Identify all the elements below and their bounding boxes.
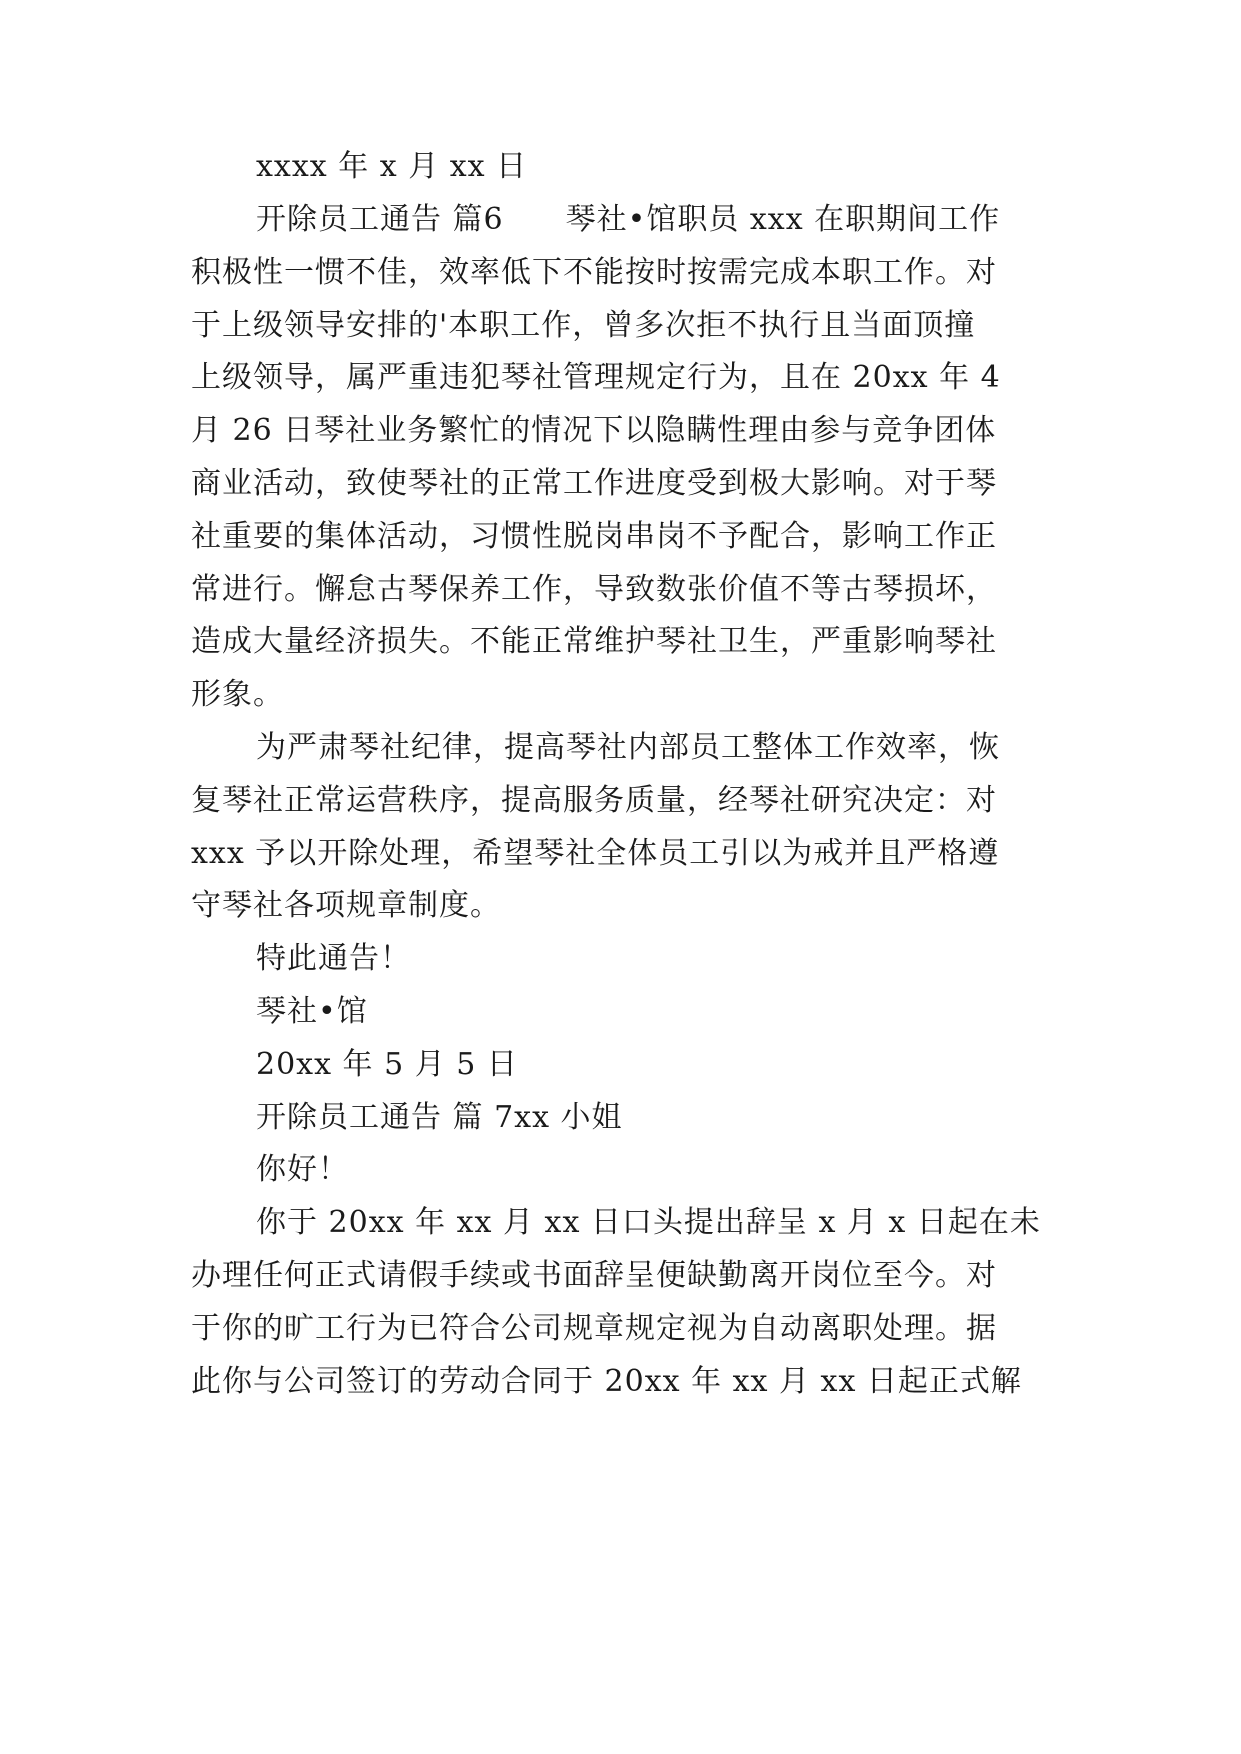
closing-line: 特此通告！ (256, 941, 411, 976)
body-line: 你于 20xx 年 xx 月 xx 日口头提出辞呈 x 月 x 日起在未 (256, 1205, 1041, 1240)
body-line: 此你与公司签订的劳动合同于 20xx 年 xx 月 xx 日起正式解 (191, 1364, 1022, 1399)
signature-line: 琴社•馆 (256, 994, 368, 1029)
body-line: 上级领导，属严重违犯琴社管理规定行为，且在 20xx 年 4 (191, 360, 1001, 395)
body-line: 常进行。懈怠古琴保养工作，导致数张价值不等古琴损坏， (191, 572, 997, 607)
section-7-heading-line: 开除员工通告 篇 7xx 小姐 (256, 1100, 623, 1135)
body-line: 复琴社正常运营秩序，提高服务质量，经琴社研究决定：对 (191, 783, 997, 818)
body-line: 造成大量经济损失。不能正常维护琴社卫生，严重影响琴社 (191, 624, 997, 659)
signature-date-line: 20xx 年 5 月 5 日 (256, 1047, 518, 1082)
body-line: 月 26 日琴社业务繁忙的情况下以隐瞒性理由参与竞争团体 (191, 413, 997, 448)
body-line: 形象。 (191, 677, 284, 712)
body-line: 于你的旷工行为已符合公司规章规定视为自动离职处理。据 (191, 1311, 997, 1346)
greeting-line: 你好！ (256, 1152, 349, 1187)
body-line: 办理任何正式请假手续或书面辞呈便缺勤离开岗位至今。对 (191, 1258, 997, 1293)
body-line: 社重要的集体活动，习惯性脱岗串岗不予配合，影响工作正 (191, 519, 997, 554)
body-line: 于上级领导安排的'本职工作，曾多次拒不执行且当面顶撞 (191, 308, 976, 343)
body-line: 商业活动，致使琴社的正常工作进度受到极大影响。对于琴 (191, 466, 997, 501)
body-line: 积极性一惯不佳，效率低下不能按时按需完成本职工作。对 (191, 255, 997, 290)
section-6-heading-line: 开除员工通告 篇6 琴社•馆职员 xxx 在职期间工作 (256, 202, 1001, 237)
date-line: xxxx 年 x 月 xx 日 (256, 149, 528, 184)
decision-paragraph-line: 为严肃琴社纪律，提高琴社内部员工整体工作效率，恢 (256, 730, 1000, 765)
body-line: 守琴社各项规章制度。 (191, 888, 501, 923)
body-line: xxx 予以开除处理，希望琴社全体员工引以为戒并且严格遵 (191, 836, 1000, 871)
